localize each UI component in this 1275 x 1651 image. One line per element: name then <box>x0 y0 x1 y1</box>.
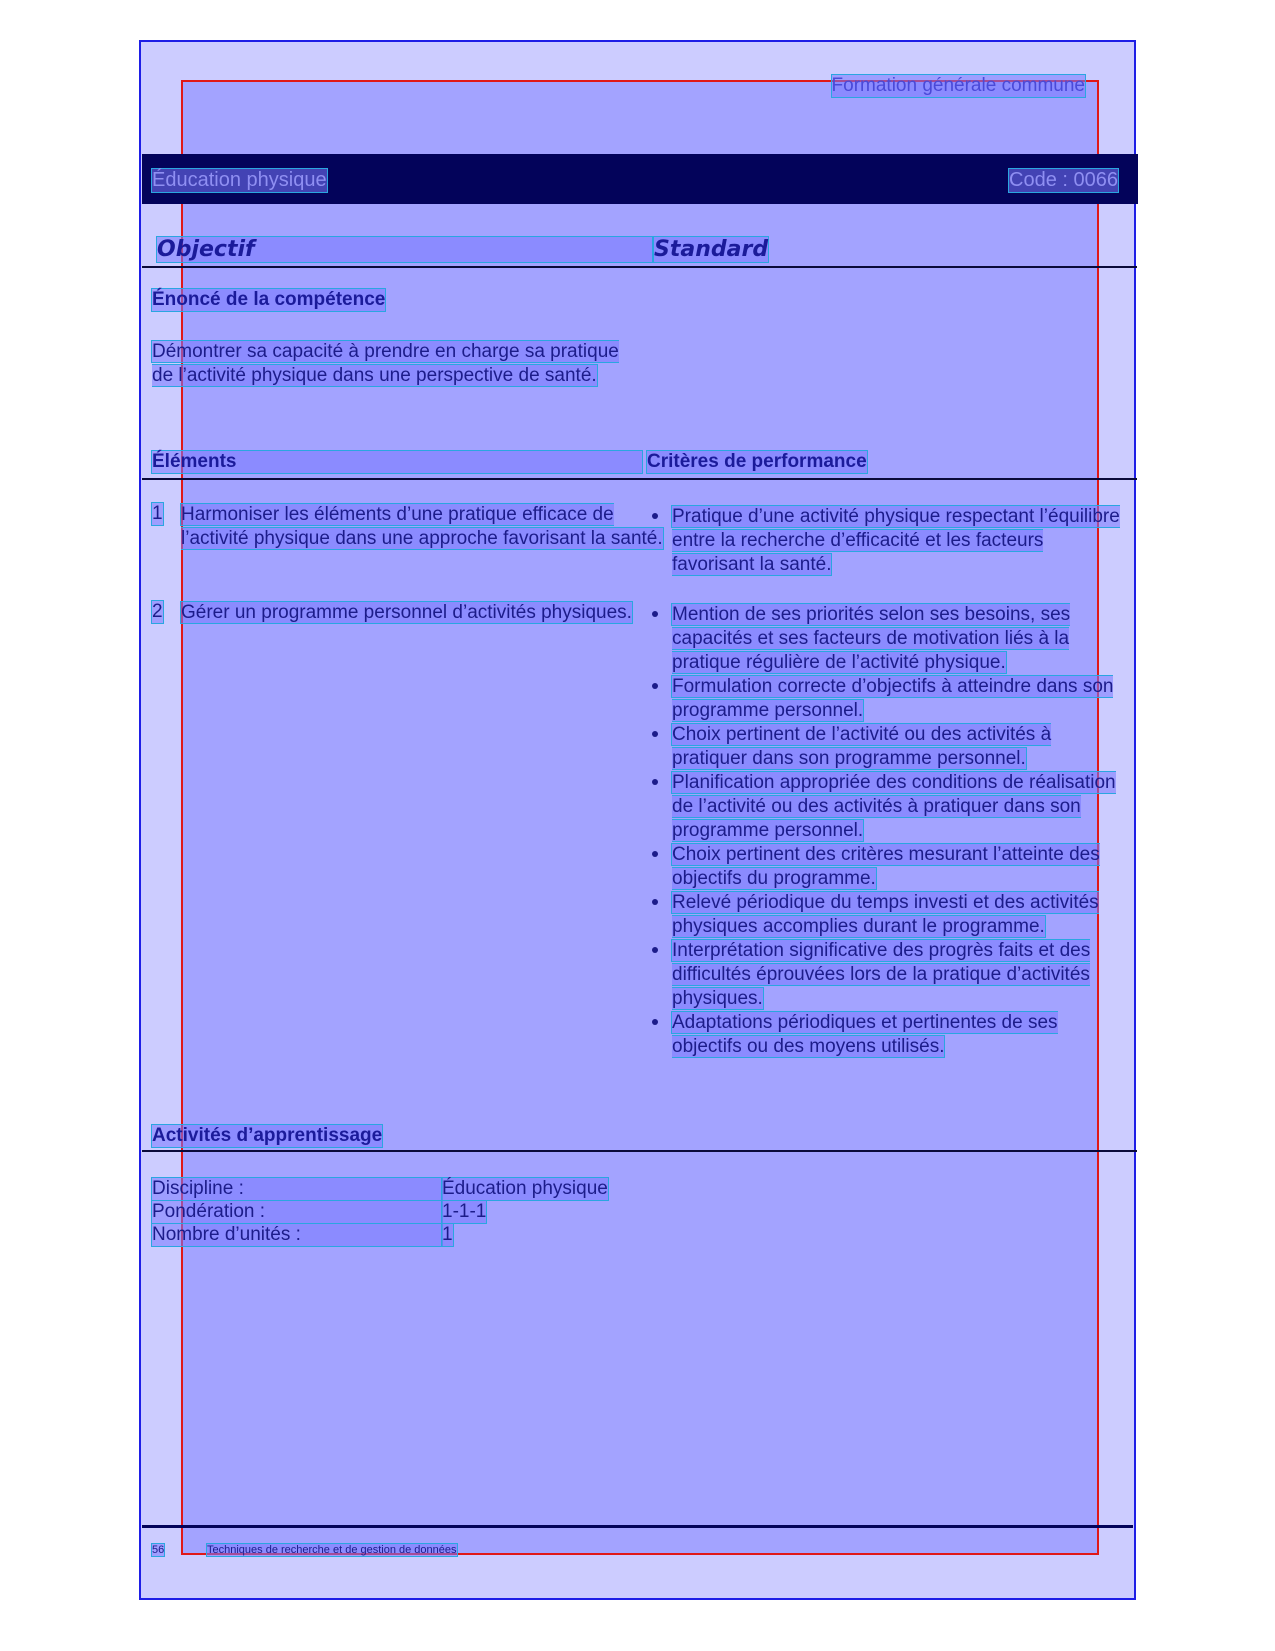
criterion-item: Choix pertinent de l’activité ou des activités à pratiquer dans son programme personnel. <box>652 723 1130 771</box>
footer-divider <box>142 1525 1133 1528</box>
divider <box>142 1150 1137 1152</box>
criterion-item: Interprétation significative des progrès faits et des difficultés éprouvées lors de la pratique d’activités physiques. <box>652 939 1130 1011</box>
discipline-label: Discipline : <box>152 1178 442 1200</box>
course-code: Code : 0066 <box>1009 169 1118 191</box>
statement-text: Démontrer sa capacité à prendre en charge sa pratique de l’activité physique dans une perspective de santé. <box>152 341 619 386</box>
criterion-item: Formulation correcte d’objectifs à atteindre dans son programme personnel. <box>652 675 1130 723</box>
statement-title: Énoncé de la compétence <box>152 289 386 310</box>
footer-program-name: Techniques de recherche et de gestion de données <box>207 1544 457 1556</box>
element-text: Harmoniser les éléments d’une pratique efficace de l’activité physique dans une approche favorisant la santé. <box>181 504 663 549</box>
divider <box>142 478 1137 480</box>
bullet-icon <box>652 603 660 625</box>
units-value: 1 <box>442 1224 453 1245</box>
ponderation-label: Pondération : <box>152 1201 442 1223</box>
activities-title: Activités d’apprentissage <box>152 1125 383 1146</box>
objectif-heading: Objectif <box>157 237 652 262</box>
criteria-list <box>652 505 1130 577</box>
units-label: Nombre d’unités : <box>152 1224 442 1246</box>
criterion-item: Choix pertinent des critères mesurant l’atteinte des objectifs du programme. <box>652 843 1130 891</box>
bullet-icon <box>652 1011 660 1033</box>
page-number: 56 <box>152 1544 165 1556</box>
element-number: 2 <box>152 601 163 622</box>
discipline-value: Éducation physique <box>442 1178 608 1199</box>
divider <box>142 266 1137 268</box>
bullet-icon <box>652 843 660 865</box>
ponderation-value: 1-1-1 <box>442 1201 487 1222</box>
element-text: Gérer un programme personnel d’activités physiques. <box>181 602 632 623</box>
criterion-item: Relevé périodique du temps investi et des activités physiques accomplies durant le programme. <box>652 891 1130 939</box>
criterion-item: Planification appropriée des conditions de réalisation de l’activité ou des activités à pratiquer dans son programme personnel. <box>652 771 1130 843</box>
criteria-list <box>652 603 1130 1059</box>
bullet-icon <box>652 771 660 793</box>
bullet-icon <box>652 891 660 913</box>
criteria-title: Critères de performance <box>647 451 867 472</box>
elements-title: Éléments <box>152 451 642 473</box>
header-program-name: Formation générale commune <box>831 75 1085 96</box>
course-title: Éducation physique <box>152 169 327 191</box>
criterion-item: Adaptations périodiques et pertinentes de ses objectifs ou des moyens utilisés. <box>652 1011 1130 1059</box>
standard-heading: Standard <box>654 237 769 262</box>
criterion-item: Pratique d’une activité physique respectant l’équilibre entre la recherche d’efficacité et les facteurs favorisant la santé. <box>652 505 1130 577</box>
criterion-item: Mention de ses priorités selon ses besoins, ses capacités et ses facteurs de motivation liés à la pratique régulière de l’activité physique. <box>652 603 1130 675</box>
bullet-icon <box>652 505 660 527</box>
bullet-icon <box>652 675 660 697</box>
element-number: 1 <box>152 503 163 524</box>
bullet-icon <box>652 939 660 961</box>
bullet-icon <box>652 723 660 745</box>
